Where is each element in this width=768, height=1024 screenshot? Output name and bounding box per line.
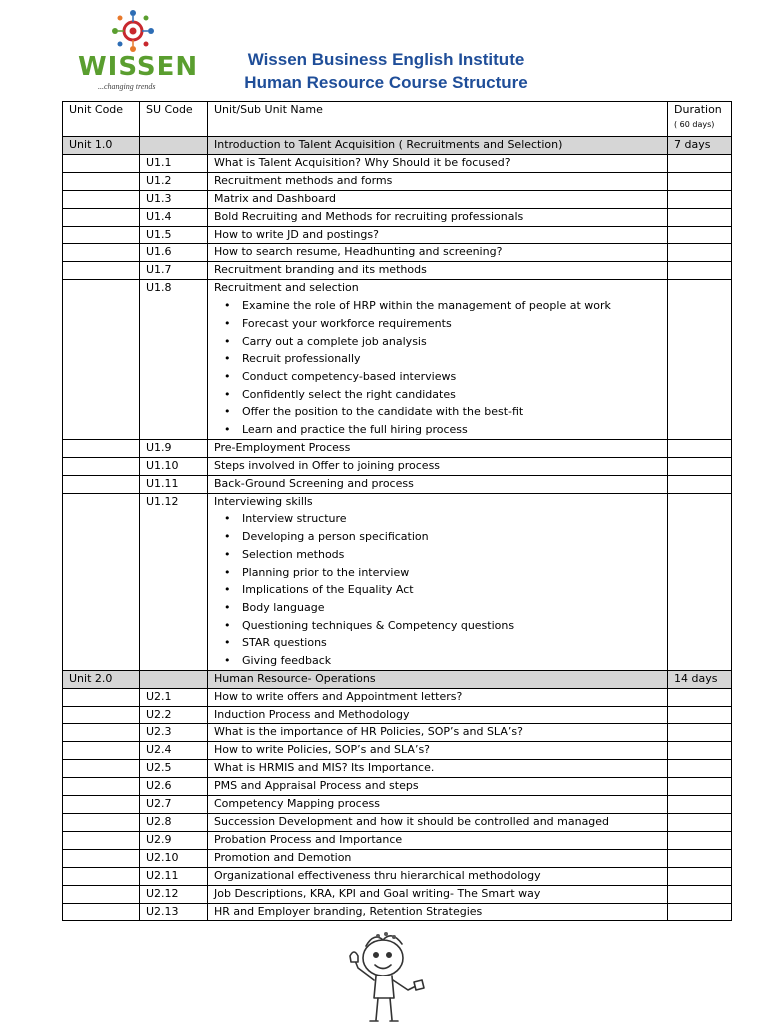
bullet-icon: • xyxy=(224,530,231,544)
subunit-name: Job Descriptions, KRA, KPI and Goal writing- The Smart way xyxy=(214,886,541,900)
duration-cell xyxy=(668,493,732,670)
unit-code-cell xyxy=(63,742,140,760)
unit-code-cell xyxy=(63,190,140,208)
table-row xyxy=(63,796,732,814)
unit-code-cell xyxy=(63,724,140,742)
unit-name-cell: Human Resource- Operations xyxy=(208,670,668,688)
bullet-icon: • xyxy=(224,654,231,668)
duration-cell xyxy=(668,439,732,457)
document-title xyxy=(210,48,562,94)
unit-code-cell xyxy=(63,280,140,440)
su-code-cell: U1.12 xyxy=(140,493,208,670)
su-code-cell: U2.1 xyxy=(140,688,208,706)
su-code-cell: U2.10 xyxy=(140,849,208,867)
subunit-name: Recruitment methods and forms xyxy=(214,173,393,187)
su-code-cell: U1.2 xyxy=(140,172,208,190)
subunit-name-cell xyxy=(208,688,668,706)
list-item xyxy=(214,297,661,315)
duration-total-note: ( 60 days) xyxy=(674,119,715,129)
subunit-name-cell xyxy=(208,813,668,831)
su-code-cell: U2.4 xyxy=(140,742,208,760)
duration-cell xyxy=(668,226,732,244)
list-item xyxy=(214,510,661,528)
unit-code-cell xyxy=(63,262,140,280)
subunit-name: Organizational effectiveness thru hierarchical methodology xyxy=(214,868,541,882)
list-item xyxy=(214,546,661,564)
duration-cell: 7 days xyxy=(668,137,732,155)
table-row xyxy=(63,778,732,796)
subunit-name: Recruitment and selection xyxy=(214,281,359,295)
list-item-text: Forecast your workforce requirements xyxy=(242,316,452,330)
list-item-text: Learn and practice the full hiring process xyxy=(242,423,468,437)
bullet-icon: • xyxy=(224,636,231,650)
subunit-name: How to write JD and postings? xyxy=(214,227,379,241)
unit-code-cell: Unit 2.0 xyxy=(63,670,140,688)
subunit-name: Pre-Employment Process xyxy=(214,440,351,454)
table-row xyxy=(63,688,732,706)
list-item xyxy=(214,599,661,617)
logo-wordmark: WISSEN xyxy=(78,52,199,82)
table-row xyxy=(63,226,732,244)
list-item xyxy=(214,634,661,652)
su-code-cell: U1.7 xyxy=(140,262,208,280)
list-item xyxy=(214,368,661,386)
unit-code-cell xyxy=(63,849,140,867)
subunit-name-cell xyxy=(208,706,668,724)
unit-code-cell xyxy=(63,226,140,244)
subunit-name-cell xyxy=(208,172,668,190)
table-row xyxy=(63,706,732,724)
subunit-name-cell xyxy=(208,831,668,849)
duration-cell xyxy=(668,208,732,226)
list-item-text: Questioning techniques & Competency questions xyxy=(242,618,515,632)
subunit-name-cell xyxy=(208,457,668,475)
su-code-cell: U2.3 xyxy=(140,724,208,742)
table-row xyxy=(63,280,732,440)
list-item-text: Offer the position to the candidate with the best-fit xyxy=(242,405,524,419)
list-item xyxy=(214,528,661,546)
subunit-name: PMS and Appraisal Process and steps xyxy=(214,779,419,793)
unit-code-cell xyxy=(63,831,140,849)
institute-title: Wissen Business English Institute xyxy=(247,50,525,69)
unit-code-cell xyxy=(63,760,140,778)
unit-code-header: Unit Code xyxy=(63,102,140,137)
table-row xyxy=(63,244,732,262)
table-header-row xyxy=(63,102,732,137)
unit-code-cell xyxy=(63,172,140,190)
list-item-text: Confidently select the right candidates xyxy=(242,387,456,401)
unit-code-cell xyxy=(63,457,140,475)
subunit-name: Steps involved in Offer to joining process xyxy=(214,458,441,472)
unit-code-cell xyxy=(63,154,140,172)
subunit-name-cell xyxy=(208,244,668,262)
table-row xyxy=(63,154,732,172)
duration-cell xyxy=(668,475,732,493)
duration-cell xyxy=(668,813,732,831)
bullet-icon: • xyxy=(224,600,231,614)
list-item-text: Examine the role of HRP within the management of people at work xyxy=(242,299,611,313)
list-item xyxy=(214,652,661,670)
subunit-name-cell xyxy=(208,226,668,244)
su-code-cell: U1.10 xyxy=(140,457,208,475)
duration-cell xyxy=(668,742,732,760)
table-row xyxy=(63,475,732,493)
subunit-name-cell xyxy=(208,475,668,493)
wissen-logo xyxy=(78,8,199,91)
su-code-cell: U2.5 xyxy=(140,760,208,778)
table-row xyxy=(63,172,732,190)
bullet-icon: • xyxy=(224,547,231,561)
unit-code-cell: Unit 1.0 xyxy=(63,137,140,155)
table-row xyxy=(63,885,732,903)
subunit-name-cell xyxy=(208,903,668,921)
table-row xyxy=(63,849,732,867)
su-code-cell xyxy=(140,137,208,155)
list-item-text: Developing a person specification xyxy=(242,530,429,544)
unit-code-cell xyxy=(63,813,140,831)
duration-cell xyxy=(668,867,732,885)
duration-cell xyxy=(668,796,732,814)
su-code-header: SU Code xyxy=(140,102,208,137)
subunit-name-cell xyxy=(208,154,668,172)
list-item xyxy=(214,386,661,404)
unit-code-cell xyxy=(63,778,140,796)
subunit-name: Interviewing skills xyxy=(214,494,313,508)
su-code-cell: U1.8 xyxy=(140,280,208,440)
unit-code-cell xyxy=(63,885,140,903)
table-row xyxy=(63,724,732,742)
su-code-cell: U1.1 xyxy=(140,154,208,172)
su-code-cell: U2.11 xyxy=(140,867,208,885)
su-code-cell: U2.7 xyxy=(140,796,208,814)
subunit-name-cell xyxy=(208,849,668,867)
list-item-text: Body language xyxy=(242,600,325,614)
subunit-name-cell xyxy=(208,796,668,814)
logo-tagline: ...changing trends xyxy=(98,82,156,91)
subunit-name-cell xyxy=(208,760,668,778)
unit-code-cell xyxy=(63,706,140,724)
duration-cell xyxy=(668,262,732,280)
list-item-text: Carry out a complete job analysis xyxy=(242,334,427,348)
subunit-name-cell xyxy=(208,742,668,760)
subunit-topics-list xyxy=(214,297,661,439)
subunit-name: How to write Policies, SOP’s and SLA’s? xyxy=(214,743,431,757)
bullet-icon: • xyxy=(224,405,231,419)
unit-row xyxy=(63,670,732,688)
list-item xyxy=(214,581,661,599)
subunit-name-cell xyxy=(208,724,668,742)
list-item xyxy=(214,333,661,351)
table-row xyxy=(63,831,732,849)
table-row xyxy=(63,439,732,457)
list-item-text: Planning prior to the interview xyxy=(242,565,410,579)
subunit-name: How to search resume, Headhunting and screening? xyxy=(214,245,503,259)
bullet-icon: • xyxy=(224,583,231,597)
list-item xyxy=(214,617,661,635)
table-row xyxy=(63,190,732,208)
list-item xyxy=(214,564,661,582)
duration-cell xyxy=(668,190,732,208)
course-table-body xyxy=(63,137,732,921)
course-structure-title: Human Resource Course Structure xyxy=(244,73,528,92)
bullet-icon: • xyxy=(224,369,231,383)
bullet-icon: • xyxy=(224,423,231,437)
unit-name-cell: Introduction to Talent Acquisition ( Recruitments and Selection) xyxy=(208,137,668,155)
bullet-icon: • xyxy=(224,512,231,526)
list-item-text: Selection methods xyxy=(242,547,345,561)
wissen-logo-icon xyxy=(108,8,158,54)
su-code-cell: U2.12 xyxy=(140,885,208,903)
thumbs-up-mascot-icon xyxy=(336,928,436,1024)
unit-code-cell xyxy=(63,244,140,262)
subunit-name: Induction Process and Methodology xyxy=(214,707,410,721)
duration-cell xyxy=(668,831,732,849)
list-item-text: Interview structure xyxy=(242,512,347,526)
bullet-icon: • xyxy=(224,352,231,366)
subunit-name: Back-Ground Screening and process xyxy=(214,476,414,490)
bullet-icon: • xyxy=(224,387,231,401)
su-code-cell: U2.2 xyxy=(140,706,208,724)
unit-code-cell xyxy=(63,439,140,457)
su-code-cell: U1.9 xyxy=(140,439,208,457)
subunit-topics-list xyxy=(214,510,661,669)
su-code-cell: U1.11 xyxy=(140,475,208,493)
duration-header-label: Duration xyxy=(674,103,722,116)
su-code-cell: U2.6 xyxy=(140,778,208,796)
unit-code-cell xyxy=(63,867,140,885)
course-structure-table xyxy=(62,101,732,921)
list-item-text: Recruit professionally xyxy=(242,352,361,366)
subunit-name-cell xyxy=(208,493,668,670)
bullet-icon: • xyxy=(224,334,231,348)
table-row xyxy=(63,493,732,670)
su-code-cell xyxy=(140,670,208,688)
duration-cell xyxy=(668,903,732,921)
unit-name-header: Unit/Sub Unit Name xyxy=(208,102,668,137)
subunit-name-cell xyxy=(208,439,668,457)
table-row xyxy=(63,867,732,885)
bullet-icon: • xyxy=(224,565,231,579)
table-row xyxy=(63,760,732,778)
subunit-name-cell xyxy=(208,190,668,208)
su-code-cell: U2.8 xyxy=(140,813,208,831)
duration-header xyxy=(668,102,732,137)
subunit-name-cell xyxy=(208,208,668,226)
subunit-name-cell xyxy=(208,280,668,440)
list-item xyxy=(214,421,661,439)
list-item xyxy=(214,350,661,368)
duration-cell xyxy=(668,172,732,190)
subunit-name: Matrix and Dashboard xyxy=(214,191,336,205)
table-row xyxy=(63,813,732,831)
list-item-text: Giving feedback xyxy=(242,654,332,668)
duration-cell xyxy=(668,849,732,867)
subunit-name-cell xyxy=(208,867,668,885)
su-code-cell: U1.3 xyxy=(140,190,208,208)
duration-cell xyxy=(668,457,732,475)
subunit-name-cell xyxy=(208,885,668,903)
subunit-name: How to write offers and Appointment letters? xyxy=(214,689,463,703)
table-row xyxy=(63,262,732,280)
list-item-text: STAR questions xyxy=(242,636,327,650)
duration-cell xyxy=(668,706,732,724)
subunit-name: What is Talent Acquisition? Why Should it be focused? xyxy=(214,155,511,169)
subunit-name: Probation Process and Importance xyxy=(214,832,403,846)
duration-cell xyxy=(668,760,732,778)
subunit-name-cell xyxy=(208,778,668,796)
list-item xyxy=(214,315,661,333)
subunit-name: Competency Mapping process xyxy=(214,797,380,811)
bullet-icon: • xyxy=(224,299,231,313)
list-item-text: Implications of the Equality Act xyxy=(242,583,414,597)
bullet-icon: • xyxy=(224,618,231,632)
table-row xyxy=(63,208,732,226)
unit-row xyxy=(63,137,732,155)
su-code-cell: U2.13 xyxy=(140,903,208,921)
table-row xyxy=(63,742,732,760)
subunit-name: What is HRMIS and MIS? Its Importance. xyxy=(214,761,435,775)
unit-code-cell xyxy=(63,903,140,921)
unit-code-cell xyxy=(63,493,140,670)
su-code-cell: U2.9 xyxy=(140,831,208,849)
unit-code-cell xyxy=(63,688,140,706)
duration-cell xyxy=(668,885,732,903)
subunit-name: Succession Development and how it should be controlled and managed xyxy=(214,814,610,828)
duration-cell xyxy=(668,280,732,440)
unit-code-cell xyxy=(63,475,140,493)
unit-code-cell xyxy=(63,796,140,814)
subunit-name: Promotion and Demotion xyxy=(214,850,352,864)
duration-cell xyxy=(668,688,732,706)
duration-cell xyxy=(668,154,732,172)
list-item xyxy=(214,403,661,421)
subunit-name: What is the importance of HR Policies, SOP’s and SLA’s? xyxy=(214,725,523,739)
duration-cell: 14 days xyxy=(668,670,732,688)
unit-code-cell xyxy=(63,208,140,226)
table-row xyxy=(63,457,732,475)
list-item-text: Conduct competency-based interviews xyxy=(242,369,457,383)
subunit-name: Bold Recruiting and Methods for recruiting professionals xyxy=(214,209,524,223)
su-code-cell: U1.6 xyxy=(140,244,208,262)
bullet-icon: • xyxy=(224,316,231,330)
duration-cell xyxy=(668,724,732,742)
duration-cell xyxy=(668,778,732,796)
su-code-cell: U1.5 xyxy=(140,226,208,244)
subunit-name-cell xyxy=(208,262,668,280)
duration-cell xyxy=(668,244,732,262)
table-row xyxy=(63,903,732,921)
su-code-cell: U1.4 xyxy=(140,208,208,226)
subunit-name: HR and Employer branding, Retention Strategies xyxy=(214,904,483,918)
subunit-name: Recruitment branding and its methods xyxy=(214,263,427,277)
